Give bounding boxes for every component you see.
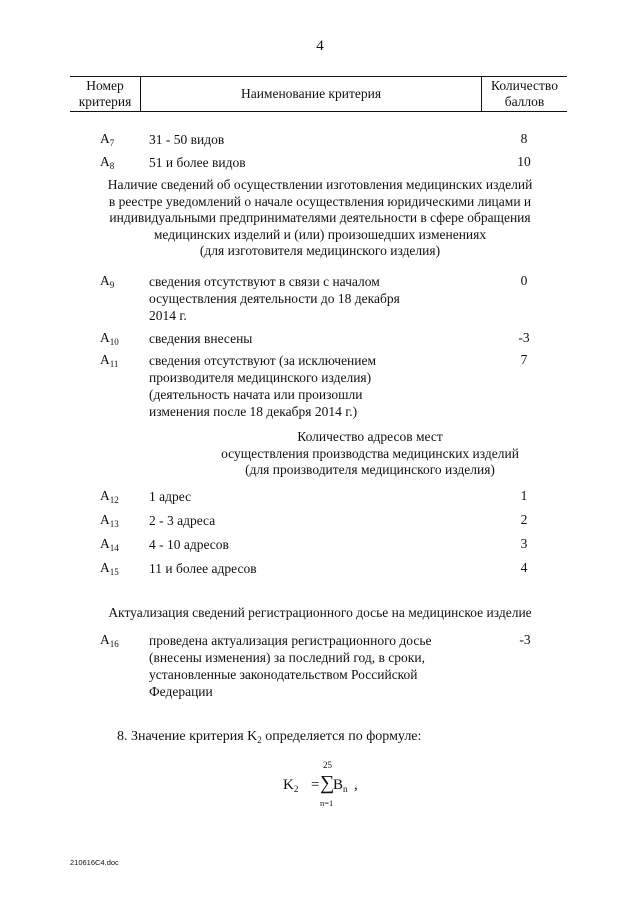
criterion-description: 11 и более адресов	[149, 561, 257, 576]
criterion-description: проведена актуализация регистрационного досье (внесены изменения) за последний год, в сроки, установленные законодательством Российской Федерации	[149, 633, 432, 699]
criterion-description: 4 - 10 адресов	[149, 537, 229, 552]
criterion-score: -3	[519, 632, 531, 647]
formula-sum-symbol: ∑	[320, 772, 335, 794]
criterion-code: $A_{16}$	[100, 632, 119, 649]
footer-filename: 210616C4.doc	[70, 858, 119, 867]
criterion-code: $A_{12}$	[100, 488, 119, 505]
formula-comma: ,	[354, 777, 358, 793]
criterion-description: сведения отсутствуют в связи с началом осуществления деятельности до 18 декабря 2014 г.	[149, 274, 400, 323]
formula-k: $K_2$	[283, 777, 299, 794]
criterion-score: 1	[520, 488, 528, 503]
formula-equals: =	[311, 777, 320, 793]
criterion-description: 2 - 3 адреса	[149, 513, 216, 528]
criterion-score: 7	[520, 352, 528, 367]
criterion-code: $A_{10}$	[100, 330, 119, 347]
formula-sum-lower-limit: n=1	[320, 798, 334, 808]
formula-b: $B_n$	[333, 777, 348, 794]
criterion-score: -3	[518, 330, 530, 345]
criterion-score: 10	[517, 154, 531, 169]
header-criterion-number: Номер критерия	[78, 78, 132, 109]
formula-sum-upper-limit: 25	[323, 760, 332, 770]
paragraph-formula-intro: 8. Значение критерия $K_2$ определяется по формуле:	[117, 729, 422, 745]
section-heading: Актуализация сведений регистрационного досье на медицинское изделие	[108, 605, 532, 620]
criterion-score: 8	[520, 131, 528, 146]
criterion-code: $A_{13}$	[100, 512, 119, 529]
criterion-code: $A_{14}$	[100, 536, 119, 553]
criterion-description: 31 - 50 видов	[149, 132, 225, 147]
criterion-score: 2	[520, 512, 528, 527]
criterion-score: 0	[520, 273, 528, 288]
header-score: Количество баллов	[491, 78, 558, 109]
table-header	[70, 76, 567, 112]
criterion-code: $A_9$	[100, 273, 115, 290]
criterion-description: 1 адрес	[149, 489, 192, 504]
criterion-code: $A_{15}$	[100, 560, 119, 577]
section-heading: Наличие сведений об осуществлении изготовления медицинских изделий в реестре уведомлений о начале осуществления юридическими лицами и индивидуальными предпринимателями деятельности в сфере обращения медицинских изделий и (или) произошедших изменениях (для изготовителя медицинского изделия)	[107, 177, 533, 258]
criterion-code: $A_8$	[100, 154, 115, 171]
criterion-score: 4	[520, 560, 528, 575]
criterion-code: $A_7$	[100, 131, 115, 148]
header-criterion-name: Наименование критерия	[240, 86, 382, 101]
page-number: 4	[316, 38, 324, 54]
criterion-description: сведения внесены	[149, 331, 253, 346]
criterion-description: 51 и более видов	[149, 155, 246, 170]
section-heading: Количество адресов мест осуществления производства медицинских изделий (для производителя медицинского изделия)	[221, 429, 519, 477]
criterion-code: $A_{11}$	[100, 352, 119, 369]
criterion-description: сведения отсутствуют (за исключением производителя медицинского изделия) (деятельность начата или произошли изменения после 18 декабря 2014 г.)	[149, 353, 377, 419]
formula	[283, 758, 383, 818]
criterion-score: 3	[520, 536, 528, 551]
